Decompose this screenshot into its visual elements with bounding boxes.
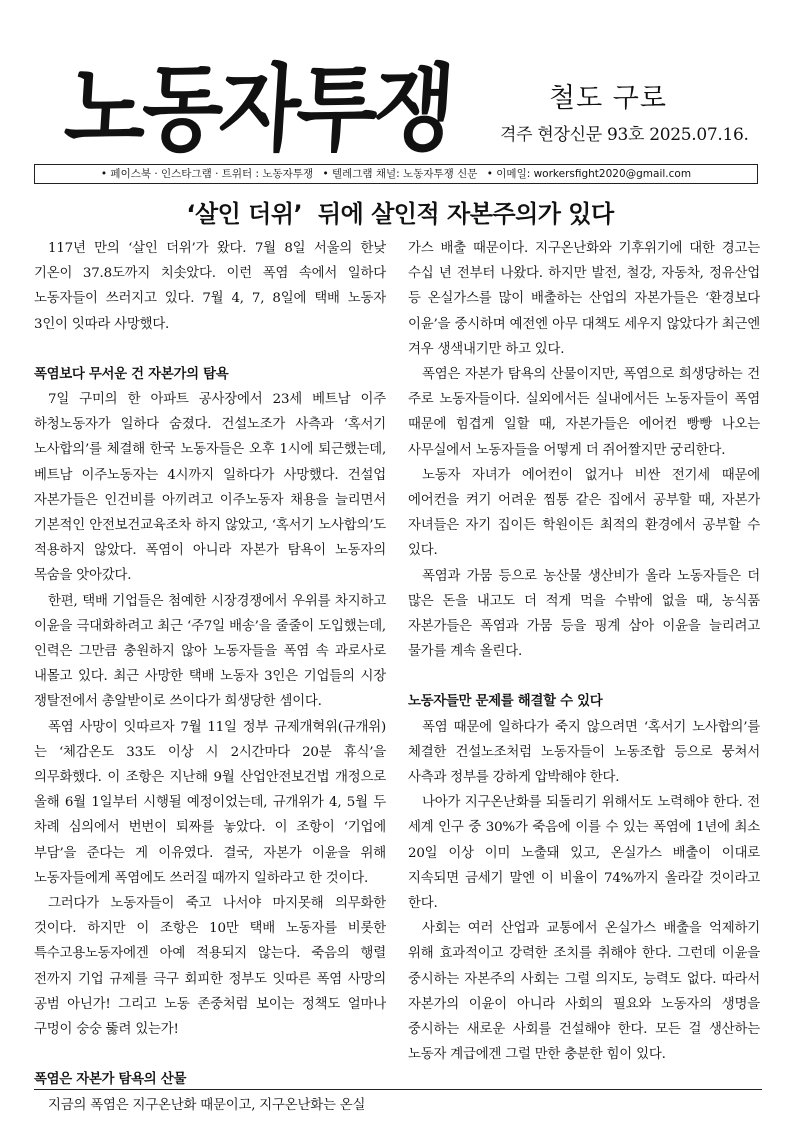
paragraph: 7일 구미의 한 아파트 공사장에서 23세 베트남 이주 하청노동자가 일하다 숨졌다. 건설노조가 사측과 ‘혹서기 노사합의’를 체결해 한국 노동자들은 오후 1시에 퇴근했는데, 베트남 이주노동자는 4시까지 일하다가 사망했다. 건설업 자본가들은 인건비를 아끼려고 이주노동자 채용을 늘리면서 기본적인 안전보건교육조차 하지 않았고, ‘혹서기 노사합의’도 적용하지 않았다. 폭염이 아니라 자본가 탐욕이 노동자의 목숨을 앗아갔다. — [34, 392, 386, 584]
paragraph: 폭염은 자본가 탐욕의 산물이지만, 폭염으로 희생당하는 건 주로 노동자들이다. 실외에서든 실내에서든 노동자들이 폭염 때문에 힘겹게 일할 때, 자본가들은 에어컨 빵빵 나오는 사무실에서 노동자들을 어떻게 더 쥐어짤지만 궁리한다. — [408, 367, 760, 458]
telegram-info: • 텔레그램 채널: 노동자투쟁 신문 — [322, 168, 478, 180]
paragraph: 117년 만의 ‘살인 더위’가 왔다. 7월 8일 서울의 한낮 기온이 37.8도까지 치솟았다. 이런 폭염 속에서 일하다 노동자들이 쓰러지고 있다. 7월 4, 7, 8일에 택배 노동자 3인이 잇따라 사망했다. — [34, 241, 386, 332]
right-column — [408, 236, 760, 1068]
issue-info: 격주 현장신문 93호 2025.07.16. — [500, 125, 749, 145]
section-heading: 폭염보다 무서운 건 자본가의 탐욕 — [34, 366, 229, 382]
email-info: • 이메일: workersfight2020@gmail.com — [486, 168, 692, 180]
paragraph: 사회는 여러 산업과 교통에서 온실가스 배출을 억제하기 위해 효과적이고 강력한 조치를 취해야 한다. 그런데 이윤을 중시하는 자본주의 사회는 그럴 의지도, 능력도 없다. 따라서 자본가의 이윤이 아니라 사회의 필요와 노동자의 생명을 중시하는 새로운 사회를 건설해야 한다. 모든 걸 생산하는 노동자 계급에겐 그럴 만한 충분한 힘이 있다. — [408, 921, 760, 1063]
paragraph: 나아가 지구온난화를 되돌리기 위해서도 노력해야 한다. 전 세계 인구 중 30%가 죽음에 이를 수 있는 폭염에 1년에 최소 20일 이상 이미 노출돼 있고, 온실가스 배출이 이대로 지속되면 금세기 말엔 이 비율이 74%까지 올라갈 것이라고 한다. — [408, 795, 760, 912]
paragraph: 지금의 폭염은 지구온난화 때문이고, 지구온난화는 온실 — [48, 1097, 366, 1113]
paragraph: 한편, 택배 기업들은 첨예한 시장경쟁에서 우위를 차지하고 이윤을 극대화하려고 최근 ‘주7일 배송’을 줄줄이 도입했는데, 인력은 그만큼 충원하지 않아 노동자들을 폭염 속 과로사로 내몰고 있다. 최근 사망한 택배 노동자 3인은 기업들의 시장 쟁탈전에서 총알받이로 쓰이다가 희생당한 셈이다. — [34, 593, 386, 710]
masthead-title: 노동자투쟁 — [61, 54, 455, 164]
paragraph: 가스 배출 때문이다. 지구온난화와 기후위기에 대한 경고는 수십 년 전부터 나왔다. 하지만 발전, 철강, 자동차, 정유산업 등 온실가스를 많이 배출하는 산업의 자본가들은 ‘환경보다 이윤’을 중시하며 예전엔 아무 대책도 세우지 않았다가 최근엔 겨우 생색내기만 하고 있다. — [408, 241, 760, 357]
section-heading: 폭염은 자본가 탐욕의 산물 — [34, 1072, 187, 1088]
paragraph: 폭염 때문에 일하다가 죽지 않으려면 ‘혹서기 노사합의’를 체결한 건설노조처럼 노동자들이 노동조합 등으로 뭉쳐서 사측과 정부를 강하게 압박해야 한다. — [408, 719, 760, 786]
contact-bar — [34, 164, 758, 184]
headline: ‘살인 더위’ 뒤에 살인적 자본주의가 있다 — [186, 200, 614, 228]
paragraph: 폭염과 가뭄 등으로 농산물 생산비가 올라 노동자들은 더 많은 돈을 내고도 더 적게 먹을 수밖에 없을 때, 농식품 자본가들은 폭염과 가뭄 등을 핑계 삼아 이윤을 늘리려고 물가를 계속 올린다. — [408, 568, 760, 660]
paragraph: 노동자 자녀가 에어컨이 없거나 비싼 전기세 때문에 에어컨을 켜기 어려운 찜통 같은 집에서 공부할 때, 자본가 자녀들은 자기 집이든 학원이든 최적의 환경에서 공부할 수 있다. — [408, 467, 760, 559]
sns-info: • 페이스북 · 인스타그램 · 트위터 : 노동자투쟁 — [100, 168, 314, 180]
paragraph: 폭염 사망이 잇따르자 7월 11일 정부 규제개혁위(규개위)는 ‘체감온도 33도 이상 시 2시간마다 20분 휴식’을 의무화했다. 이 조항은 지난해 9월 산업안전보건법 개정으로 올해 6월 1일부터 시행될 예정이었는데, 규개위가 4, 5월 두 차례 심의에서 번번이 퇴짜를 놓았다. 이 조항이 ‘기업에 부담’을 준다는 게 이유였다. 결국, 자본가 이윤을 위해 노동자들에게 폭염에도 쓰러질 때까지 일하라고 한 것이다. — [34, 719, 386, 886]
section-heading: 노동자들만 문제를 해결할 수 있다 — [408, 694, 603, 710]
left-column — [34, 236, 386, 1118]
region-label: 철도 구로 — [549, 83, 667, 114]
bottom-rule — [34, 1089, 762, 1090]
paragraph: 그러다가 노동자들이 죽고 나서야 마지못해 의무화한 것이다. 하지만 이 조항은 10만 택배 노동자를 비롯한 특수고용노동자에겐 아예 적용되지 않는다. 죽음의 행렬 전까지 기업 규제를 극구 회피한 정부도 잇따른 폭염 사망의 공범 아닌가! 그리고 노동 존중처럼 보이는 정책도 얼마나 구멍이 숭숭 뚫려 있는가! — [34, 896, 386, 1038]
